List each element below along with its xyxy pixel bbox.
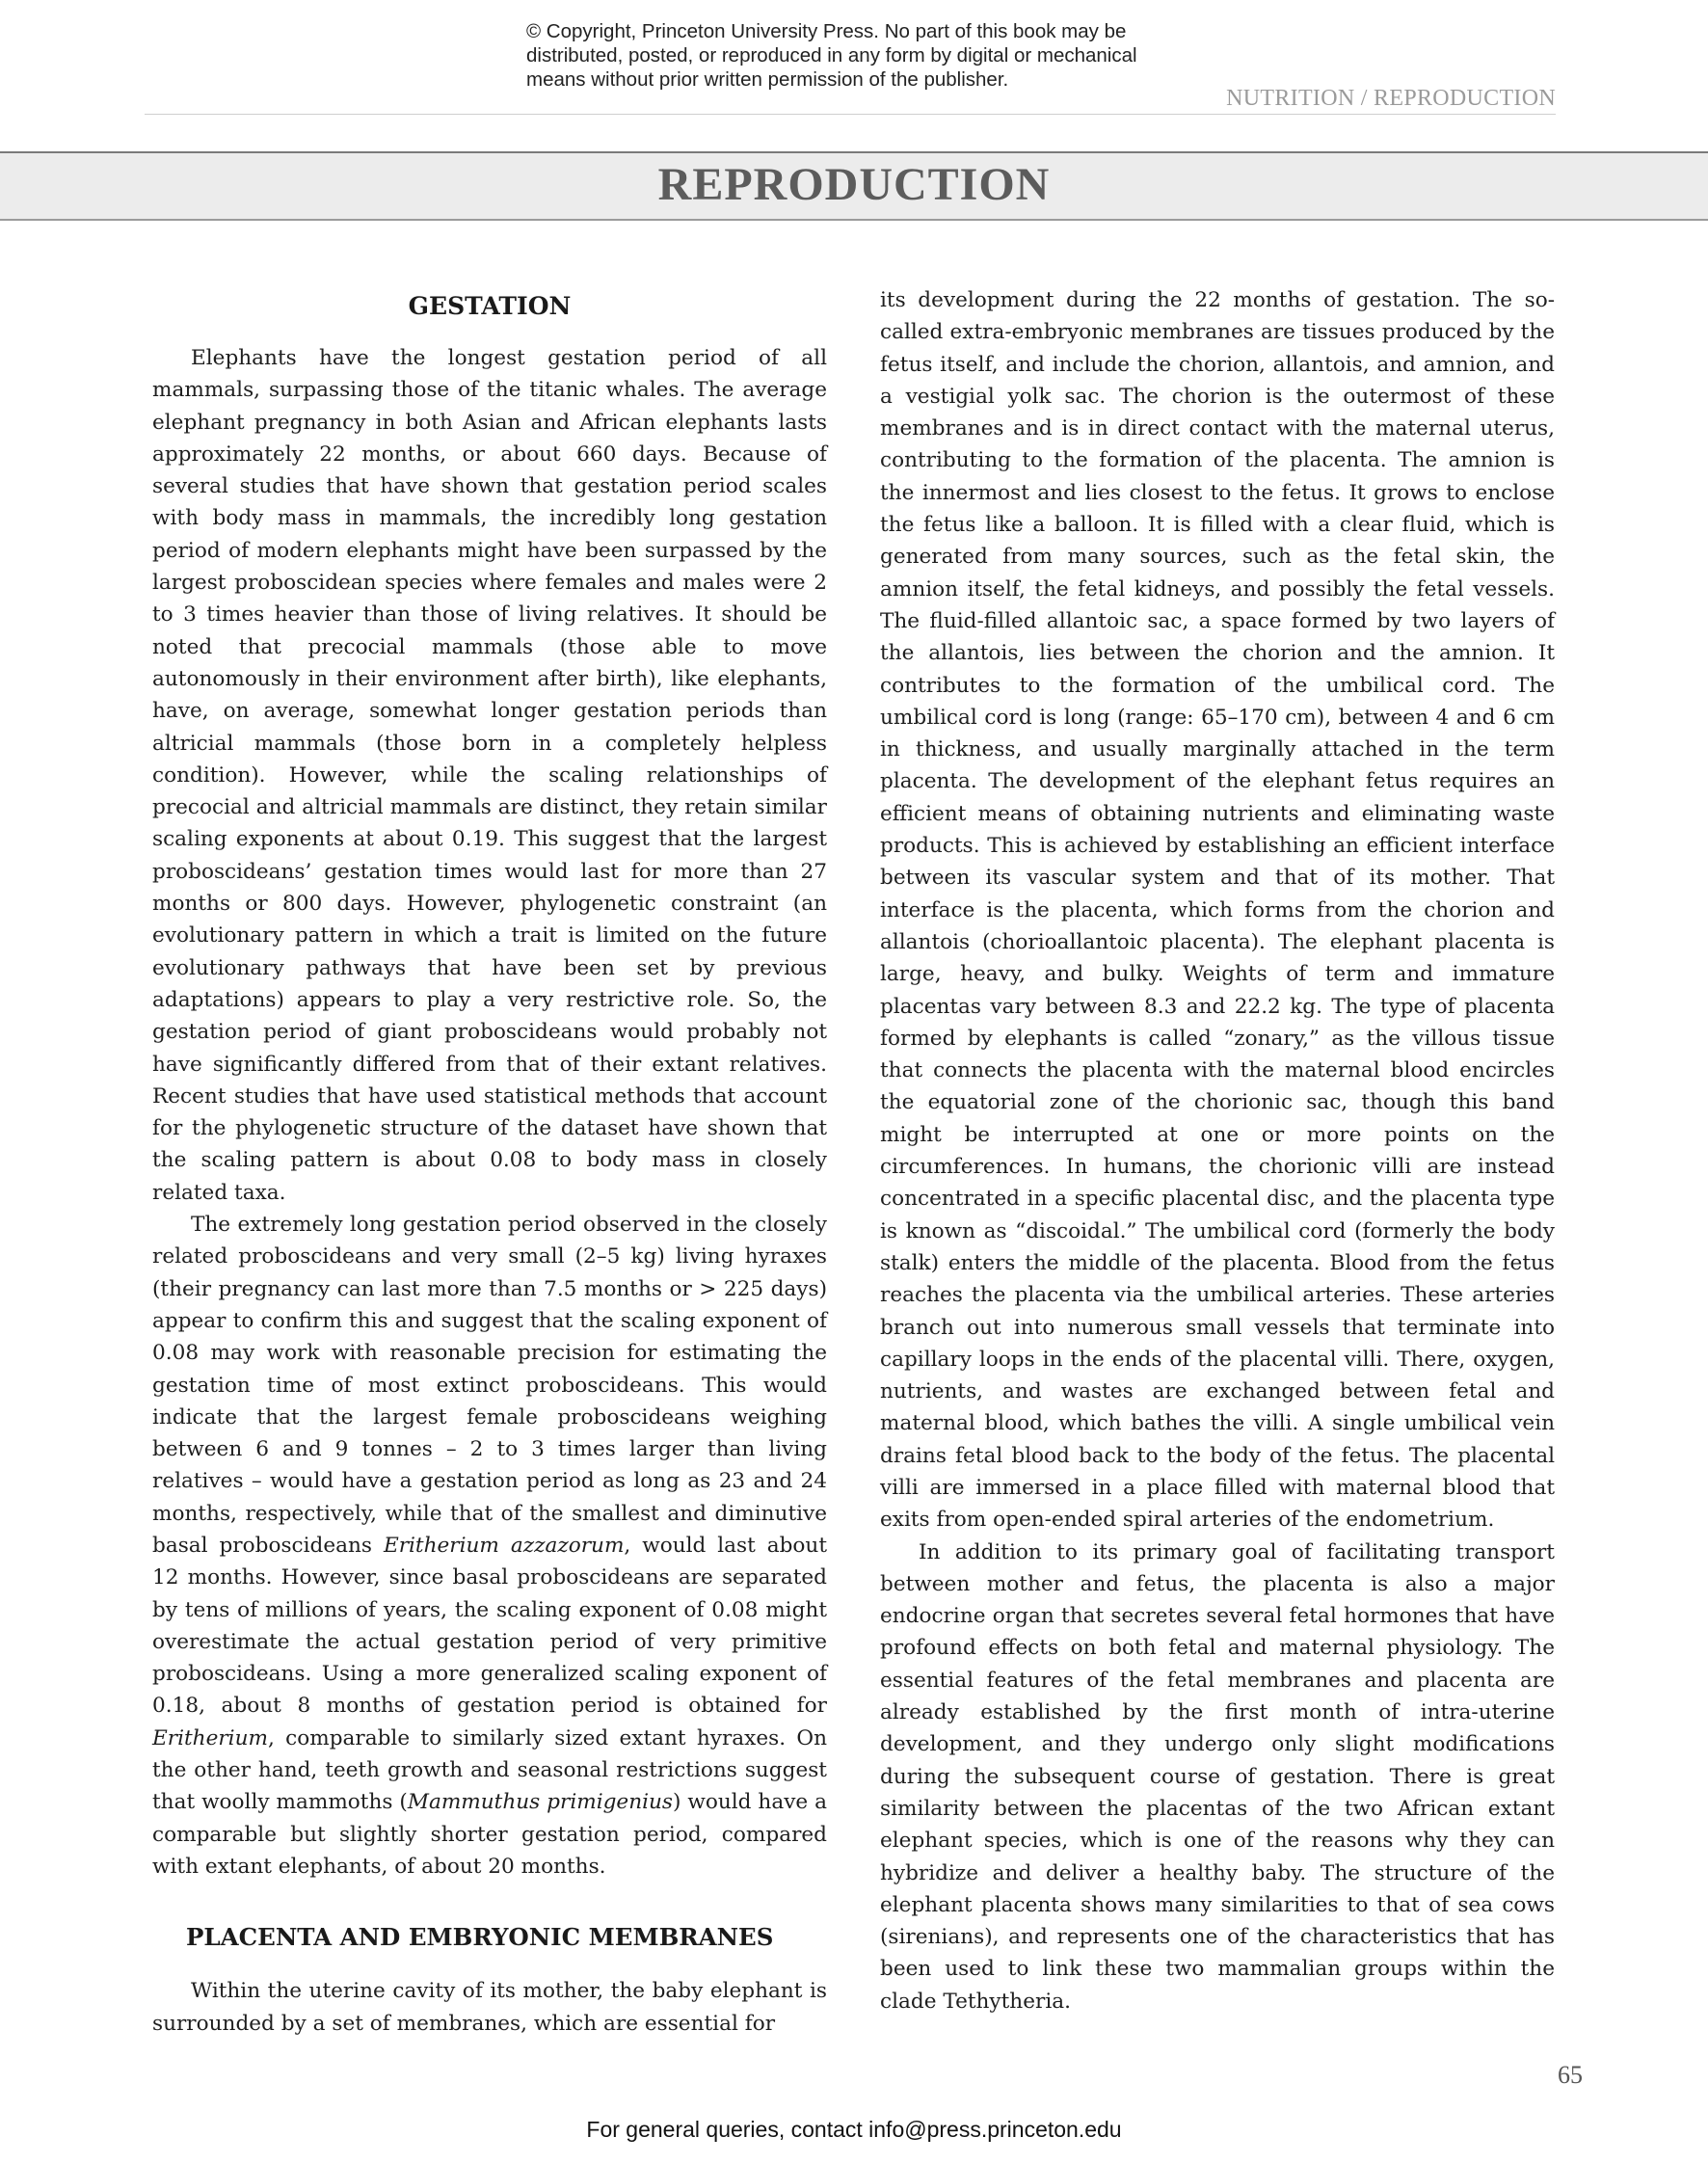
placenta-heading: PLACENTA AND EMBRYONIC MEMBRANES [186, 1923, 774, 1952]
placenta-paragraph-2: In addition to its primary goal of facilitating transport between mother and fetus, the placenta is also a major endocrine organ that secretes several fetal hormones that have profound effects on both fetal and maternal physiology. The essential features of the fetal membranes and placenta are already established by the first month of intra-uterine development, and they undergo only slight modifications during the subsequent course of gestation. There is great similarity between the placentas of the two African extant elephant species, which is one of the reasons why they can hybridize and deliver a healthy baby. The structure of the elephant placenta shows many similarities to that of sea cows (sirenians), and represents one of the characteristics that has been used to link these two mammalian groups within the clade Tethytheria. [880, 1539, 1555, 2014]
running-head: NUTRITION / REPRODUCTION [1226, 86, 1556, 111]
species-mammuthus-primigenius: Mammuthus primigenius [407, 1790, 674, 1815]
gestation-paragraph-2: The extremely long gestation period observed in the closely related proboscideans and very small (2–5 kg) living hyraxes (their pregnancy can last more than 7.5 months or > 225 days) appear to confirm this and suggest that the scaling exponent of 0.08 may work with reasonable precision for estimating the gestation time of most extinct proboscideans. This would indicate that the largest female proboscideans weighing between 6 and 9 tonnes – 2 to 3 times larger than living relatives – would have a gestation period as long as 23 and 24 months, respectively, while that of the smallest and diminutive basal proboscideans Eritherium azzazorum, would last about 12 months. However, since basal proboscideans are separated by tens of millions of years, the scaling exponent of 0.08 might overestimate the actual gestation period of very primitive proboscideans. Using a more generalized scaling exponent of 0.18, about 8 months of gestation period is obtained for Eritherium, comparable to similarly sized extant hyraxes. On the other hand, teeth growth and seasonal restrictions suggest that woolly mammoths (Mammuthus primigenius) would have a comparable but slightly shorter gestation period, compared with extant elephants, of about 20 months. [152, 1213, 827, 1879]
placenta-paragraph-1: Within the uterine cavity of its mother, the baby elephant is surrounded by a set of membranes, which are essential for [152, 1979, 827, 2036]
right-column [880, 284, 1555, 2017]
page-number: 65 [1558, 2061, 1583, 2089]
header-rule [145, 114, 1556, 115]
placenta-paragraph-1-continued: its development during the 22 months of gestation. The so-called extra-embryonic membranes are tissues produced by the fetus itself, and include the chorion, allantois, and amnion, and a vestigial yolk sac. The chorion is the outermost of these membranes and is in direct contact with the maternal uterus, contributing to the formation of the placenta. The amnion is the innermost and lies closest to the fetus. It grows to enclose the fetus like a balloon. It is filled with a clear fluid, which is generated from many sources, such as the fetal skin, the amnion itself, the fetal kidneys, and possibly the fetal vessels. The fluid-filled allantoic sac, a space formed by two layers of the allantois, lies between the chorion and the amnion. It contributes to the formation of the umbilical cord. The umbilical cord is long (range: 65–170 cm), between 4 and 6 cm in thickness, and usually marginally attached in the term placenta. The development of the elephant fetus requires an efficient means of obtaining nutrients and eliminating waste products. This is achieved by establishing an efficient interface between its vascular system and that of its mother. That interface is the placenta, which forms from the chorion and allantois (chorioallantoic placenta). The elephant placenta is large, heavy, and bulky. Weights of term and immature placentas vary between 8.3 and 22.2 kg. The type of placenta formed by elephants is called “zonary,” as the villous tissue that connects the placenta with the maternal blood encircles the equatorial zone of the chorionic sac, though this band might be interrupted at one or more points on the circumferences. In humans, the chorionic villi are instead concentrated in a specific placental disc, and the placenta type is known as “discoidal.” The umbilical cord (formerly the body stalk) enters the middle of the placenta. Blood from the fetus reaches the placenta via the umbilical arteries. These arteries branch out into numerous small vessels that terminate into capillary loops in the ends of the placental villi. There, oxygen, nutrients, and wastes are exchanged between fetal and maternal blood, which bathes the villi. A single umbilical vein drains fetal blood back to the body of the fetus. The placental villi are immersed in a place filled with maternal blood that exits from open-ended spiral arteries of the endometrium. [880, 288, 1555, 1533]
footer-contact: For general queries, contact info@press.princeton.edu [586, 2117, 1122, 2142]
gestation-paragraph-1: Elephants have the longest gestation period of all mammals, surpassing those of the titanic whales. The average elephant pregnancy in both Asian and African elephants lasts approximately 22 months, or about 660 days. Because of several studies that have shown that gestation period scales with body mass in mammals, the incredibly long gestation period of modern elephants might have been surpassed by the largest proboscidean species where females and males were 2 to 3 times heavier than those of living relatives. It should be noted that precocial mammals (those able to move autonomously in their environment after birth), like elephants, have, on average, somewhat longer gestation periods than altricial mammals (those born in a completely helpless condition). However, while the scaling relationships of precocial and altricial mammals are distinct, they retain similar scaling exponents at about 0.19. This suggest that the largest proboscideans’ gestation times would last for more than 27 months or 800 days. However, phylogenetic constraint (an evolutionary pattern in which a trait is limited on the future evolutionary pathways that have been set by previous adaptations) appears to play a very restrictive role. So, the gestation period of giant proboscideans would probably not have significantly differed from that of their extant relatives. Recent studies that have used statistical methods that account for the phylogenetic structure of the dataset have shown that the scaling pattern is about 0.08 to body mass in closely related taxa. [152, 346, 827, 1205]
gestation-heading: GESTATION [408, 292, 572, 320]
left-column [152, 285, 827, 2040]
species-eritherium-azzazorum: Eritherium azzazorum [383, 1533, 625, 1558]
genus-eritherium: Eritherium [152, 1725, 268, 1750]
copyright-notice: © Copyright, Princeton University Press. No part of this book may be distributed, posted, or reproduced in any form by digital or mechanical means without prior written permission of the publisher. [526, 20, 1137, 91]
section-title: REPRODUCTION [657, 159, 1051, 210]
